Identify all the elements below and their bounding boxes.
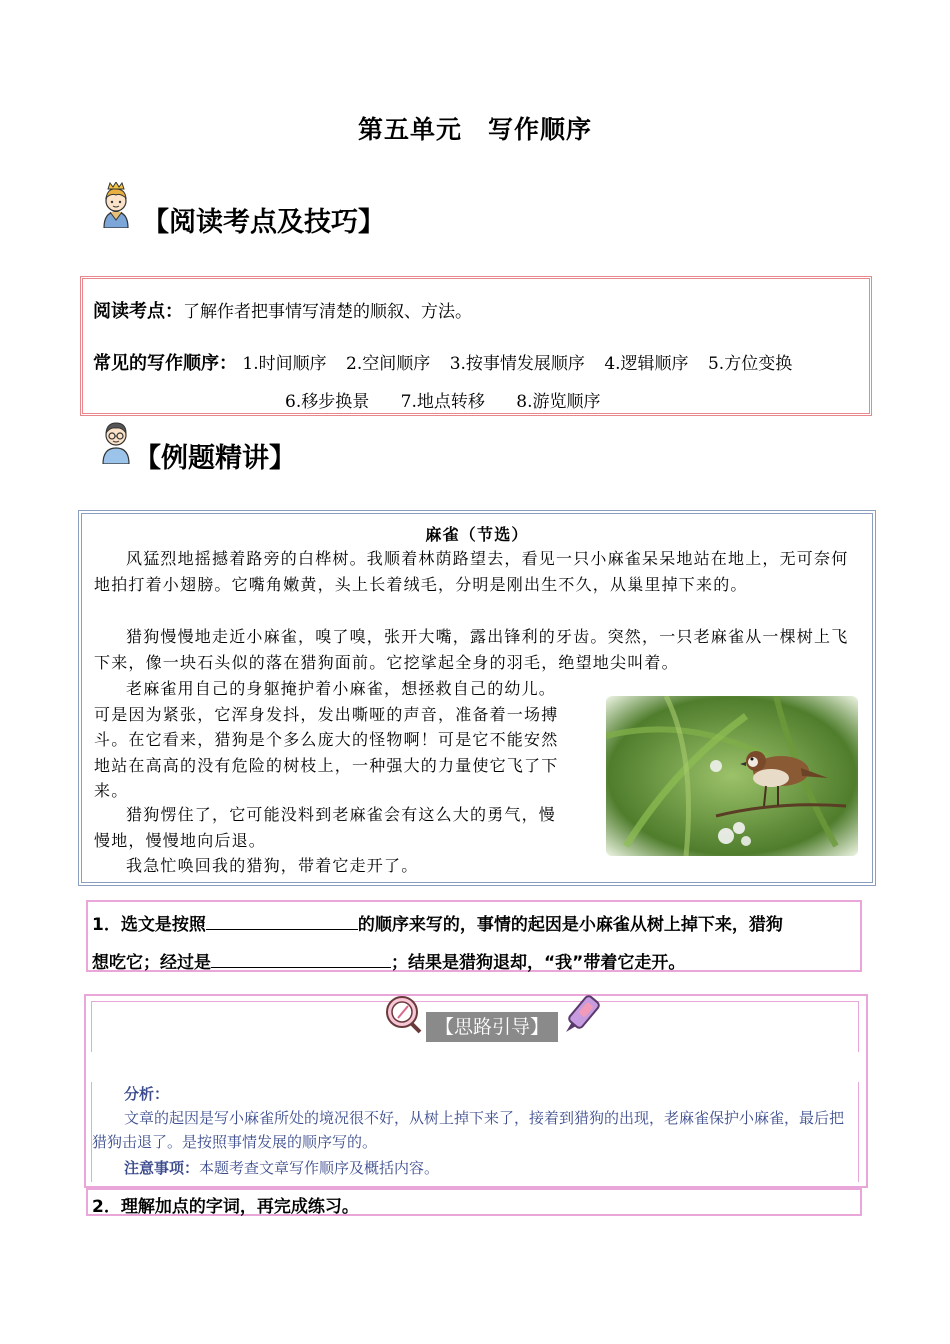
note-text: 本题考查文章写作顺序及概括内容。 <box>199 1159 440 1177</box>
note-label: 注意事项： <box>124 1159 200 1177</box>
order-item: 2.空间顺序 <box>346 354 431 374</box>
answer-blank[interactable] <box>211 949 391 968</box>
passage-paragraph: 猎狗慢慢地走近小麻雀，嗅了嗅，张开大嘴，露出锋利的牙齿。突然，一只老麻雀从一棵树上飞下来，像一块石头似的落在猎狗面前。它挖挲起全身的羽毛，绝望地尖叫着。 <box>94 627 849 672</box>
reading-point-line <box>93 297 472 323</box>
writing-orders-line <box>93 349 792 375</box>
question-text: 的顺序来写的，事情的起因是小麻雀从树上掉下来，猎狗 <box>357 915 783 935</box>
analysis-text: 文章的起因是写小麻雀所处的境况很不好，从树上掉下来了，接着到猎狗的出现，老麻雀保护小麻雀，最后把猎狗击退了。是按照事情发展的顺序写的。 <box>92 1109 845 1151</box>
passage-box <box>78 510 876 886</box>
order-item: 5.方位变换 <box>707 354 793 374</box>
question-text: 1．选文是按照 <box>92 915 206 935</box>
teacher-avatar-icon <box>96 418 136 464</box>
order-item: 3.按事情发展顺序 <box>449 354 585 374</box>
note-line <box>124 1156 439 1180</box>
pen-icon <box>562 992 610 1036</box>
passage-paragraph: 老麻雀用自己的身躯掩护着小麻雀，想拯救自己的幼儿。可是因为紧张，它浑身发抖，发出嘶哑的声音，准备着一场搏斗。在它看来，猎狗是个多么庞大的怪物啊！可是它不能安然地站在高高的没有危险的树枝上，一种强大的力量使它飞了下来。 <box>94 679 559 800</box>
sparrow-photo <box>606 696 858 856</box>
section-heading-examples: 【例题精讲】 <box>134 443 296 474</box>
order-item: 1.时间顺序 <box>242 354 327 374</box>
question-2-box <box>86 1188 862 1216</box>
question-1-line-1 <box>92 910 783 935</box>
passage-paragraph: 风猛烈地摇撼着路旁的白桦树。我顺着林荫路望去，看见一只小麻雀呆呆地站在地上，无可奈何地拍打着小翅膀。它嘴角嫩黄，头上长着绒毛，分明是刚出生不久，从巢里掉下来的。 <box>94 549 849 594</box>
question-1-line-2 <box>92 948 685 973</box>
passage-paragraph: 猎狗愣住了，它可能没料到老麻雀会有这么大的勇气，慢慢地，慢慢地向后退。 <box>94 805 557 850</box>
question-text: ；结果是猎狗退却，“我”带着它走开。 <box>391 953 686 973</box>
question-1-box <box>86 900 862 972</box>
question-text: 想吃它；经过是 <box>92 953 211 973</box>
order-item: 8.游览顺序 <box>516 392 601 412</box>
question-2-text: 2．理解加点的字词，再完成练习。 <box>92 1197 359 1217</box>
writing-orders-label: 常见的写作顺序： <box>93 353 237 374</box>
magnifier-icon <box>380 994 424 1034</box>
order-item: 7.地点转移 <box>400 392 485 412</box>
passage-paragraph: 我急忙唤回我的猎狗，带着它走开了。 <box>126 856 419 875</box>
guide-label: 【思路引导】 <box>426 1012 558 1042</box>
reading-point-label: 阅读考点： <box>93 301 183 322</box>
passage-title: 麻雀（节选） <box>425 525 529 544</box>
reading-points-box <box>80 276 872 416</box>
guide-divider-gap <box>86 1052 866 1082</box>
reading-point-text: 了解作者把事情写清楚的顺叙、方法。 <box>183 302 472 322</box>
page-title: 第五单元 写作顺序 <box>357 115 592 144</box>
answer-blank[interactable] <box>206 911 358 930</box>
section-heading-reading: 【阅读考点及技巧】 <box>142 207 385 238</box>
prince-avatar-icon <box>96 182 136 228</box>
writing-orders-line-2 <box>285 387 601 412</box>
order-item: 6.移步换景 <box>285 392 370 412</box>
order-item: 4.逻辑顺序 <box>604 354 689 374</box>
analysis-label: 分析： <box>124 1085 170 1103</box>
